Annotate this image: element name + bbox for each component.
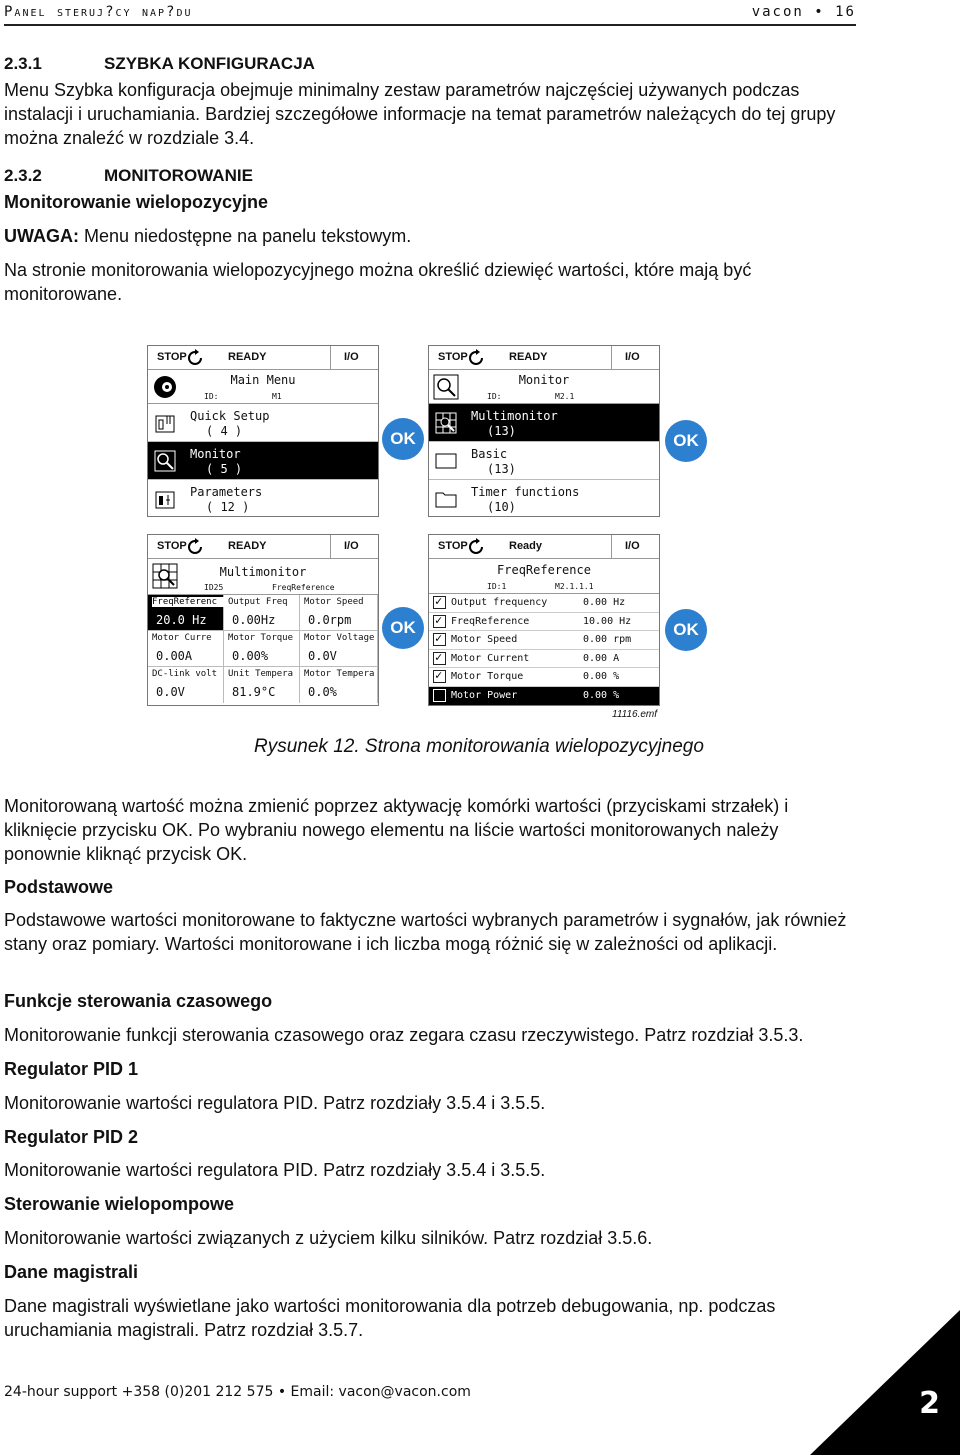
menu-row-basic[interactable] <box>429 442 659 480</box>
ok-button[interactable]: OK <box>665 609 707 651</box>
menu-row-quick-setup[interactable] <box>148 404 378 442</box>
list-item[interactable] <box>429 631 659 650</box>
item-value: 0.00 % <box>583 671 620 683</box>
cell-value: 0.00A <box>156 649 193 663</box>
item-value: 0.00 A <box>583 652 620 664</box>
item-name: Motor Power <box>451 689 518 701</box>
list-item[interactable] <box>429 594 659 613</box>
folder-icon <box>435 488 457 510</box>
item-value: 10.00 Hz <box>583 615 632 627</box>
cell-value: 0.0V <box>308 649 337 663</box>
cell-label: FreqReferenc <box>152 597 227 607</box>
cell-label: Motor Curre <box>152 633 212 643</box>
page-corner <box>810 1310 960 1455</box>
list-item[interactable] <box>429 650 659 669</box>
note <box>4 224 856 248</box>
section-heading: Regulator PID 1 <box>4 1059 139 1079</box>
rotation-icon <box>467 349 485 367</box>
monitor-cell[interactable] <box>224 595 300 631</box>
header-page-label: vacon • 16 <box>751 4 856 20</box>
io-label: I/O <box>344 351 359 363</box>
panel-title-text: Main Menu <box>230 373 296 387</box>
ok-button[interactable]: OK <box>665 420 707 462</box>
section-text: Monitorowanie funkcji sterowania czasowego oraz zegara czasu rzeczywistego. Patrz rozdział 3.5.3. <box>4 1025 804 1045</box>
state-label: READY <box>228 540 267 552</box>
id-label: ID25 <box>204 583 224 592</box>
status-bar <box>429 346 659 370</box>
stop-label: STOP <box>157 540 187 552</box>
section-subtitle-232: Monitorowanie wielopozycyjne <box>4 192 269 212</box>
menu-row-label: Parameters <box>190 485 263 499</box>
note-label: UWAGA: <box>4 226 79 246</box>
panel-title <box>429 370 659 404</box>
item-name: Motor Torque <box>451 671 524 683</box>
keypad-panel-multimonitor <box>147 534 379 706</box>
checkbox[interactable] <box>433 633 446 646</box>
menu-row-count: ( 4 ) <box>206 424 243 438</box>
section-heading: Regulator PID 2 <box>4 1127 139 1147</box>
state-label: READY <box>509 351 548 363</box>
checkbox[interactable] <box>433 689 446 702</box>
note-text: Menu niedostępne na panelu tekstowym. <box>79 226 412 246</box>
rotation-icon <box>186 538 204 556</box>
keypad-panel-main-menu <box>147 345 379 517</box>
section-heading: Podstawowe <box>4 877 114 897</box>
io-label: I/O <box>625 540 640 552</box>
id-value: M2.1.1.1 <box>555 582 594 591</box>
item-name: Output frequency <box>451 597 548 608</box>
ok-button[interactable]: OK <box>382 418 424 460</box>
section-body-231: Menu Szybka konfiguracja obejmuje minimalny zestaw parametrów najczęściej używanych podczas instalacji i uruchamiania. Bardziej szczegółowe informacje na temat parametrów należących do tej grupy można znaleźć w rozdziale 3.4. <box>4 80 836 148</box>
stop-label: STOP <box>438 351 468 363</box>
monitor-cell[interactable] <box>148 631 224 667</box>
menu-row-label: Basic <box>471 447 508 461</box>
menu-row-count: (13) <box>487 424 516 438</box>
cell-value: 0.0% <box>308 685 337 699</box>
cell-value: 0.0rpm <box>308 613 352 627</box>
cell-label: Motor Voltage <box>304 633 375 643</box>
item-value: 0.00 Hz <box>583 597 626 608</box>
status-bar <box>148 535 378 559</box>
monitor-cell[interactable] <box>224 667 300 703</box>
cell-value: 81.9°C <box>232 685 276 699</box>
item-value: 0.00 rpm <box>583 634 632 646</box>
cell-value: 0.00% <box>232 649 269 663</box>
io-label: I/O <box>625 351 640 363</box>
section-text: Monitorowanie wartości związanych z użyciem kilku silników. Patrz rozdział 3.5.6. <box>4 1228 653 1248</box>
checkbox[interactable] <box>433 615 446 628</box>
menu-row-label: Timer functions <box>471 485 580 499</box>
menu-row-label: Quick Setup <box>190 409 270 423</box>
section-number-231: 2.3.1 <box>4 54 42 73</box>
list-item[interactable] <box>429 613 659 632</box>
state-label: Ready <box>509 540 543 552</box>
id-label: ID:1 <box>487 582 507 591</box>
section-text: Monitorowanie wartości regulatora PID. Patrz rozdziały 3.5.4 i 3.5.5. <box>4 1093 546 1113</box>
status-bar <box>429 535 659 559</box>
item-value: 0.00 % <box>583 689 620 701</box>
item-name: Motor Speed <box>451 634 518 646</box>
checkbox[interactable] <box>433 652 446 665</box>
rotation-icon <box>186 349 204 367</box>
id-label: ID: <box>487 392 502 401</box>
id-value: FreqReference <box>272 583 335 592</box>
menu-row-label: Multimonitor <box>471 409 558 423</box>
id-label: ID: <box>204 392 219 401</box>
checkbox[interactable] <box>433 670 446 683</box>
quick-setup-icon <box>154 412 176 434</box>
cell-value: 20.0 Hz <box>156 613 207 627</box>
cell-label: Motor Torque <box>228 633 294 643</box>
parameters-icon <box>154 488 176 510</box>
section-text: Podstawowe wartości monitorowane to faktyczne wartości wybranych parametrów i sygnałów, jak również stany oraz pomiary. Wartości monitorowane i ich liczba mogą różnić się w zależności od aplikacji. <box>4 910 847 954</box>
menu-row-label: Monitor <box>190 447 241 461</box>
menu-row-count: (10) <box>487 500 516 514</box>
intro-paragraph: Monitorowaną wartość można zmienić poprzez aktywację komórki wartości (przyciskami strzałek) i kliknięcie przycisku OK. Po wybraniu nowego elementu na liście wartości monitorowanych należy ponownie kliknąć przycisk OK. <box>4 796 789 864</box>
id-value: M2.1 <box>555 392 575 401</box>
id-value: M1 <box>272 392 282 401</box>
basic-icon <box>435 450 457 472</box>
stop-label: STOP <box>438 540 468 552</box>
panel-title <box>148 559 378 595</box>
cell-value: 0.0V <box>156 685 185 699</box>
monitor-cell[interactable] <box>148 595 224 631</box>
checkbox[interactable] <box>433 596 446 609</box>
state-label: READY <box>228 351 267 363</box>
stop-label: STOP <box>157 351 187 363</box>
monitor-cell[interactable] <box>300 631 378 667</box>
cell-label: Unit Tempera <box>228 669 294 679</box>
panel-title <box>148 370 378 404</box>
multimonitor-icon <box>435 412 457 434</box>
multimonitor-grid <box>148 595 378 703</box>
monitor-cell[interactable] <box>224 631 300 667</box>
cell-label: Motor Tempera <box>304 669 375 679</box>
menu-row-count: ( 5 ) <box>206 462 243 476</box>
panel-title-text: Monitor <box>518 373 570 387</box>
keypad-panel-monitor <box>428 345 660 517</box>
list-item[interactable] <box>429 668 659 687</box>
panel-title-text: Multimonitor <box>219 565 307 579</box>
cell-value: 0.00Hz <box>232 613 276 627</box>
menu-row-count: ( 12 ) <box>206 500 250 514</box>
monitor-icon <box>154 450 176 472</box>
header-title: Panel steruj?cy nap?du <box>4 4 193 20</box>
figure-file-label: 11116.emf <box>612 709 658 720</box>
item-name: FreqReference <box>451 615 530 627</box>
section-heading: Funkcje sterowania czasowego <box>4 991 273 1011</box>
cell-label: Output Freq <box>228 597 288 607</box>
section-number-232: 2.3.2 <box>4 166 42 185</box>
section-heading: Sterowanie wielopompowe <box>4 1194 235 1214</box>
page-number: 2 <box>919 1386 940 1421</box>
section-heading: Dane magistrali <box>4 1262 139 1282</box>
section-title-232: MONITOROWANIE <box>104 166 253 185</box>
rotation-icon <box>467 538 485 556</box>
menu-row-multimonitor[interactable] <box>429 404 659 442</box>
section-title-231: SZYBKA KONFIGURACJA <box>104 54 315 73</box>
panel-title-text: FreqReference <box>497 563 591 577</box>
menu-row-count: (13) <box>487 462 516 476</box>
section-text: Monitorowanie wartości regulatora PID. Patrz rozdziały 3.5.4 i 3.5.5. <box>4 1160 546 1180</box>
footer-support: 24-hour support +358 (0)201 212 575 • Email: vacon@vacon.com <box>4 1384 471 1400</box>
list-item[interactable] <box>429 687 659 706</box>
panel-title <box>429 559 659 594</box>
io-label: I/O <box>344 540 359 552</box>
status-bar <box>148 346 378 370</box>
keypad-panel-freqreference <box>428 534 660 706</box>
monitor-cell[interactable] <box>300 595 378 631</box>
menu-row-timer-functions[interactable] <box>429 480 659 517</box>
menu-row-parameters[interactable] <box>148 480 378 517</box>
section-body-232: Na stronie monitorowania wielopozycyjnego można określić dziewięć wartości, które mają być monitorowane. <box>4 260 752 304</box>
monitor-cell[interactable] <box>300 667 378 703</box>
cell-label: DC-link volt <box>152 669 218 679</box>
item-name: Motor Current <box>451 652 530 664</box>
section-text: Dane magistrali wyświetlane jako wartości monitorowania dla potrzeb debugowania, np. podczas uruchamiania magistrali. Patrz rozdział 3.5.7. <box>4 1296 776 1340</box>
menu-row-monitor[interactable] <box>148 442 378 480</box>
page-header <box>4 4 856 26</box>
ok-button[interactable]: OK <box>382 607 424 649</box>
figure-caption: Rysunek 12. Strona monitorowania wielopozycyjnego <box>254 736 704 757</box>
cell-label: Motor Speed <box>304 597 364 607</box>
monitor-cell[interactable] <box>148 667 224 703</box>
